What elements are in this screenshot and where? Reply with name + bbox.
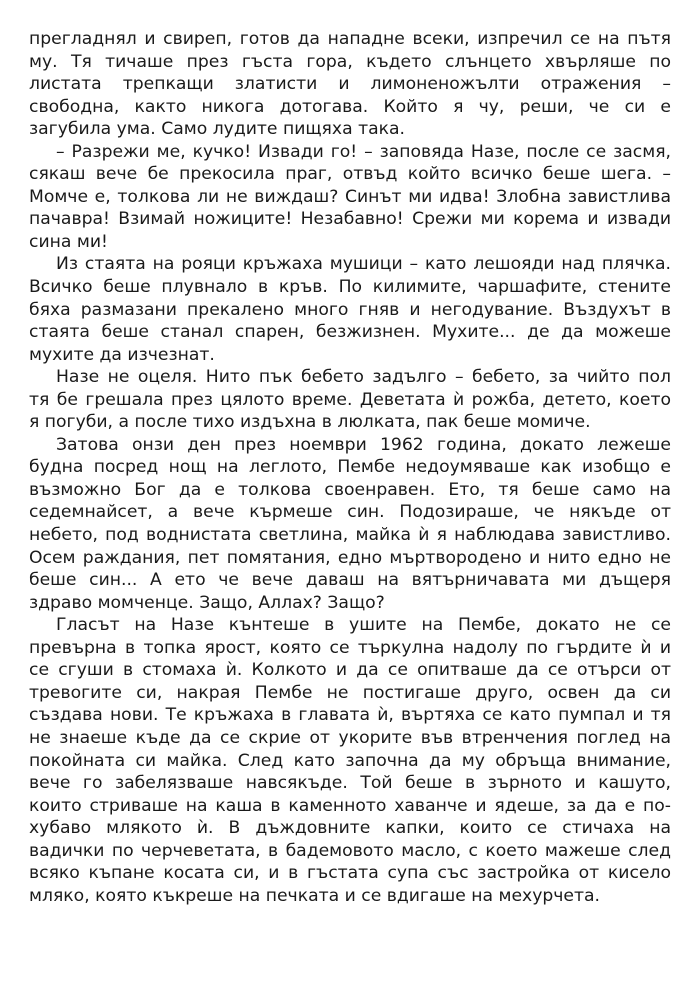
- paragraph: [29, 434, 671, 614]
- text-line: Осем раждания, пет помятания, едно мъртвородено и нито едно не: [29, 547, 671, 568]
- text-line: мухите да изчезнат.: [29, 344, 215, 365]
- paragraph: [29, 28, 671, 141]
- text-line: сина ми!: [29, 231, 108, 252]
- text-line: седемнайсет, а вече кърмеше син. Подозираше, че някъде от: [29, 502, 671, 523]
- paragraph: [29, 141, 671, 254]
- text-line: създава нови. Те кръжаха в главата ѝ, въртяха се като пумпал и тя: [29, 705, 671, 726]
- text-line: листата трепкащи златисти и лимоненожълти отражения –: [29, 74, 671, 95]
- text-line: които стриваше на каша в каменното хаванче и ядеше, за да е по-: [29, 795, 671, 816]
- text-line: се сгуши в стомаха ѝ. Колкото и да се опитваше да се отърси от: [29, 660, 671, 681]
- text-line: здраво момченце. Защо, Аллах? Защо?: [29, 592, 385, 613]
- text-line: пачавра! Взимай ножиците! Незабавно! Срежи ми корема и извади: [29, 209, 671, 230]
- text-line: я погуби, а после тихо издъхна в люлката, пак беше момиче.: [29, 412, 591, 433]
- text-line: будна посред нощ на леглото, Пембе недоумяваше как изобщо е: [29, 457, 671, 478]
- text-line: му. Тя тичаше през гъста гора, където слънцето хвърляше по: [29, 51, 671, 72]
- text-line: прегладнял и свиреп, готов да нападне всеки, изпречил се на пътя: [29, 29, 671, 49]
- text-line: свободна, както никога дотогава. Който я чу, реши, че си е: [29, 96, 671, 117]
- text-line: не знаеше къде да се скрие от укорите във втренчения поглед на: [29, 727, 671, 748]
- text-line: Момче е, толкова ли не виждаш? Синът ми идва! Злобна завистлива: [29, 186, 671, 207]
- paragraph: [29, 253, 671, 366]
- text-line: Гласът на Назе кънтеше в ушите на Пембе, докато не се: [56, 615, 671, 636]
- text-line: вече го забелязваше навсякъде. Той беше в зърното и кашуто,: [29, 773, 671, 794]
- paragraph: [29, 614, 671, 907]
- text-line: Всичко беше плувнало в кръв. По килимите, чаршафите, стените: [29, 277, 671, 298]
- text-line: бяха размазани прекалено много гняв и негодувание. Въздухът в: [29, 299, 671, 320]
- text-line: тревогите си, накрая Пембе не постигаше друго, освен да си: [29, 682, 671, 703]
- text-line: Затова онзи ден през ноември 1962 година, докато лежеше: [56, 434, 671, 455]
- text-line: стаята беше станал спарен, безжизнен. Мухите... де да можеше: [29, 322, 671, 343]
- text-line: вадички по черчеветата, в бадемовото масло, с което мажеше след: [29, 840, 671, 861]
- text-line: Из стаята на рояци кръжаха мушици – като лешояди над плячка.: [56, 254, 671, 275]
- paragraph: [29, 366, 671, 434]
- text-line: Назе не оцеля. Нито пък бебето задълго – бебето, за чийто пол: [56, 367, 671, 388]
- text-line: небето, под воднистата светлина, майка ѝ я наблюдава завистливо.: [29, 525, 671, 546]
- text-line: мляко, която къкреше на печката и се вдигаше на мехурчета.: [29, 885, 601, 906]
- text-line: беше син... А ето че вече даваш на вятърничавата ми дъщеря: [29, 570, 671, 591]
- text-line: хубаво млякото ѝ. В дъждовните капки, които се стичаха на: [29, 818, 671, 839]
- book-page: [29, 28, 671, 907]
- text-line: – Разрежи ме, кучко! Извади го! – заповяда Назе, после се засмя,: [56, 141, 671, 162]
- text-line: загубила ума. Само лудите пищяха така.: [29, 119, 405, 140]
- text-line: превърна в топка ярост, която се търкулна надолу по гърдите ѝ и: [29, 637, 671, 658]
- text-line: всяко къпане косата си, и в гъстата супа със застройка от кисело: [29, 863, 671, 884]
- text-line: възможно Бог да е толкова своенравен. Ето, тя беше само на: [29, 479, 671, 500]
- text-line: сякаш вече бе прекосила праг, отвъд който всичко беше шега. –: [29, 164, 671, 185]
- text-line: покойната си майка. След като започна да му обръща внимание,: [29, 750, 671, 771]
- text-line: тя бе грешала през цялото време. Деветата ѝ рожба, детето, което: [29, 389, 671, 410]
